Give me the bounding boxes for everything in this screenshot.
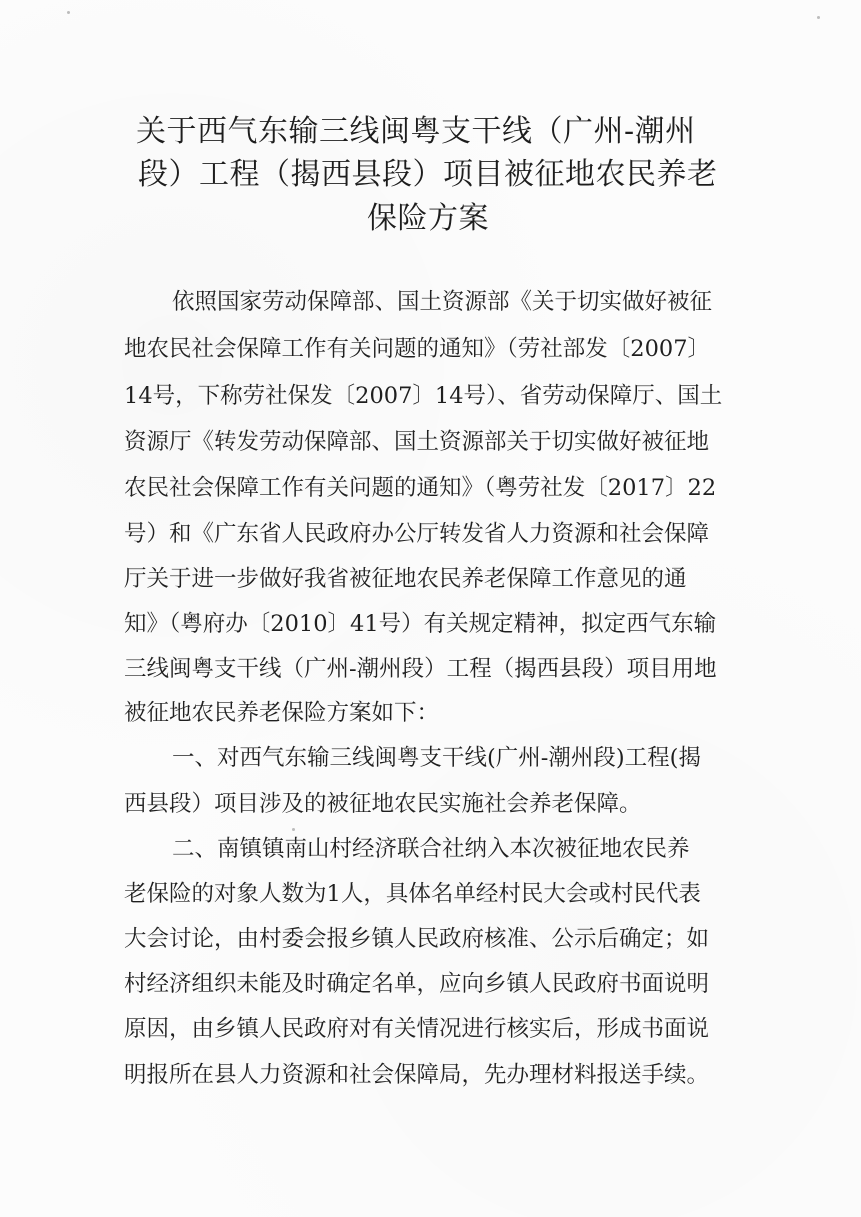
body-line: 14号，下称劳社保发〔2007〕14号）、省劳动保障厅、国土 [124, 383, 723, 409]
body-line: 知》（粤府办〔2010〕41号）有关规定精神，拟定西气东输 [124, 611, 717, 637]
section-two-line: 二、南镇镇南山村经济联合社纳入本次被征地农民养 [172, 836, 690, 862]
scan-speck [67, 11, 70, 14]
body-line: 厅关于进一步做好我省被征地农民养老保障工作意见的通 [124, 566, 687, 592]
body-line: 资源厅《转发劳动保障部、国土资源部关于切实做好被征地 [124, 429, 710, 455]
body-line: 号）和《广东省人民政府办公厅转发省人力资源和社会保障 [124, 521, 710, 547]
body-line: 依照国家劳动保障部、国土资源部《关于切实做好被征 [172, 289, 713, 315]
section-one-line: 一、对西气东输三线闽粤支干线(广州-潮州段)工程(揭 [172, 745, 701, 771]
body-line: 农民社会保障工作有关问题的通知》（粤劳社发〔2017〕22 [124, 475, 717, 501]
scan-speck [817, 16, 820, 19]
section-two-line: 大会讨论，由村委会报乡镇人民政府核准、公示后确定；如 [124, 926, 710, 952]
document-title-line-3: 保险方案 [367, 201, 489, 236]
section-two-line: 老保险的对象人数为1人，具体名单经村民大会或村民代表 [124, 881, 701, 907]
section-two-line: 村经济组织未能及时确定名单，应向乡镇人民政府书面说明 [124, 971, 710, 997]
scan-speck [292, 828, 295, 831]
body-line: 三线闽粤支干线（广州-潮州段）工程（揭西县段）项目用地 [124, 656, 717, 682]
body-line: 地农民社会保障工作有关问题的通知》（劳社部发〔2007〕 [124, 336, 711, 362]
document-title-line-1: 关于西气东输三线闽粤支干线（广州-潮州 [136, 114, 696, 149]
section-one-line: 西县段）项目涉及的被征地农民实施社会养老保障。 [124, 791, 642, 817]
document-title-line-2: 段）工程（揭西县段）项目被征地农民养老 [138, 157, 718, 192]
body-line: 被征地农民养老保险方案如下： [124, 700, 440, 726]
section-two-line: 明报所在县人力资源和社会保障局，先办理材料报送手续。 [124, 1062, 710, 1088]
section-two-line: 原因，由乡镇人民政府对有关情况进行核实后，形成书面说 [124, 1016, 710, 1042]
bleed-through-text [124, 243, 224, 259]
